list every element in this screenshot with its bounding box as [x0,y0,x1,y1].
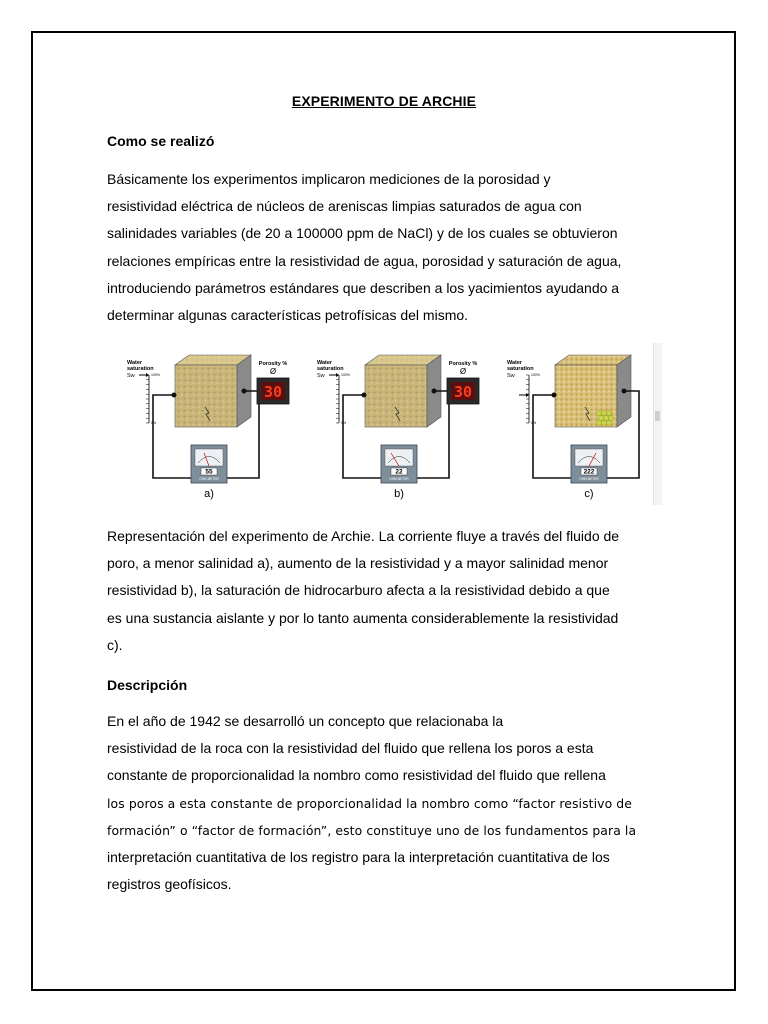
ohm-meter-value: 55 [205,468,213,476]
saturation-arrow-head [336,373,339,377]
hydrocarbon-droplet [596,410,601,415]
rock-core-front [365,365,427,427]
ohm-meter-dial [195,449,223,466]
saturation-label: saturation [507,366,534,372]
ohm-meter-value: 22 [395,468,403,476]
paragraph-description [107,708,661,898]
caption-line: c). [107,636,123,653]
hydrocarbon-droplet [603,415,608,420]
paragraph-line: formación” o “factor de formación”, esto constituye uno de los fundamentos para la [107,822,637,838]
paragraph-line: salinidades variables (de 20 a 100000 ppm de NaCl) y de los cuales se obtuvieron [107,225,618,242]
caption-line: Representación del experimento de Archie. La corriente fluye a través del fluido de [107,528,620,544]
porosity-label: Porosity % [448,361,478,367]
scale-top-label: 100% [151,373,160,377]
ohm-meter-dial [385,449,413,466]
saturation-arrow-head [146,373,149,377]
caption-line: es una sustancia aislante y por lo tanto aumenta considerablemente la resistividad [107,609,619,626]
paragraph-line: resistividad de la roca con la resistividad del fluido que rellena los poros a esta [107,740,594,757]
saturation-label: saturation [317,366,344,372]
paragraph-line: resistividad eléctrica de núcleos de areniscas limpias saturados de agua con [107,198,582,215]
figure-scrollbar[interactable] [653,343,662,505]
document-title: EXPERIMENTO DE ARCHIE [291,93,477,109]
saturation-label: Water [507,360,523,366]
ohm-meter-dial [575,449,603,466]
paragraph-line: Básicamente los experimentos implicaron mediciones de la porosidad y [107,171,551,187]
paragraph-line: los poros a esta constante de proporcionalidad la nombro como “factor resistivo de [107,795,632,811]
paragraph-line: relaciones empíricas entre la resistividad de agua, porosidad y saturación de agua, [107,252,622,269]
archie-experiment-figure [105,343,661,505]
panel-label: b) [394,488,404,500]
porosity-display-value: 30 [453,383,473,401]
paragraph-line: constante de proporcionalidad la nombro como resistividad del fluido que rellena [107,767,606,784]
hydrocarbon-droplet [601,410,606,415]
scale-top-label: 100% [531,373,540,377]
caption-line: resistividad b), la saturación de hidrocarburo afecta a la resistividad debido a que [107,582,610,599]
paragraph-method [107,166,661,329]
sw-label: Sw [507,373,515,379]
paragraph-line: determinar algunas características petrofísicas del mismo. [107,307,469,324]
experiment-panel [507,355,639,500]
figure-caption [107,523,661,659]
ohm-meter-caption: OHM METER [389,477,409,481]
hydrocarbon-droplet [608,415,613,420]
figure-scrollbar-thumb[interactable] [655,411,660,421]
phi-symbol: Ø [269,367,277,376]
saturation-label: Water [127,360,143,366]
ohm-meter-value: 222 [583,468,595,476]
scale-top-label: 100% [341,373,350,377]
section-heading-descripcion: Descripción [107,677,188,693]
hydrocarbon-droplet [606,410,611,415]
scale-bottom-label: 0% [531,421,537,425]
phi-symbol: Ø [459,367,467,376]
hydrocarbon-droplet [596,420,601,425]
porosity-display-value: 30 [263,383,283,401]
saturation-label: Water [317,360,333,366]
paragraph-line: interpretación cuantitativa de los registro para la interpretación cuantitativa de los [107,849,610,866]
experiment-panel [127,355,289,500]
experiment-panel [317,355,479,500]
sw-label: Sw [127,373,135,379]
hydrocarbon-droplet [598,415,603,420]
paragraph-line: En el año de 1942 se desarrolló un concepto que relacionaba la [107,713,504,729]
ohm-meter-caption: OHM METER [579,477,599,481]
saturation-label: saturation [127,366,154,372]
hydrocarbon-droplet [606,420,611,425]
panel-label: a) [204,488,214,500]
porosity-label: Porosity % [258,361,288,367]
ohm-meter-caption: OHM METER [199,477,219,481]
paragraph-line: introduciendo parámetros estándares que describen a los yacimientos ayudando a [107,279,620,296]
rock-core-front [175,365,237,427]
saturation-arrow-head [526,393,529,397]
paragraph-line: registros geofísicos. [107,876,232,893]
hydrocarbon-droplet [601,420,606,425]
scale-bottom-label: 0% [341,421,347,425]
scale-bottom-label: 0% [151,421,157,425]
section-heading-como-se-realizo: Como se realizó [107,133,215,149]
sw-label: Sw [317,373,325,379]
caption-line: poro, a menor salinidad a), aumento de la resistividad y a mayor salinidad menor [107,555,609,572]
panel-label: c) [584,488,594,500]
